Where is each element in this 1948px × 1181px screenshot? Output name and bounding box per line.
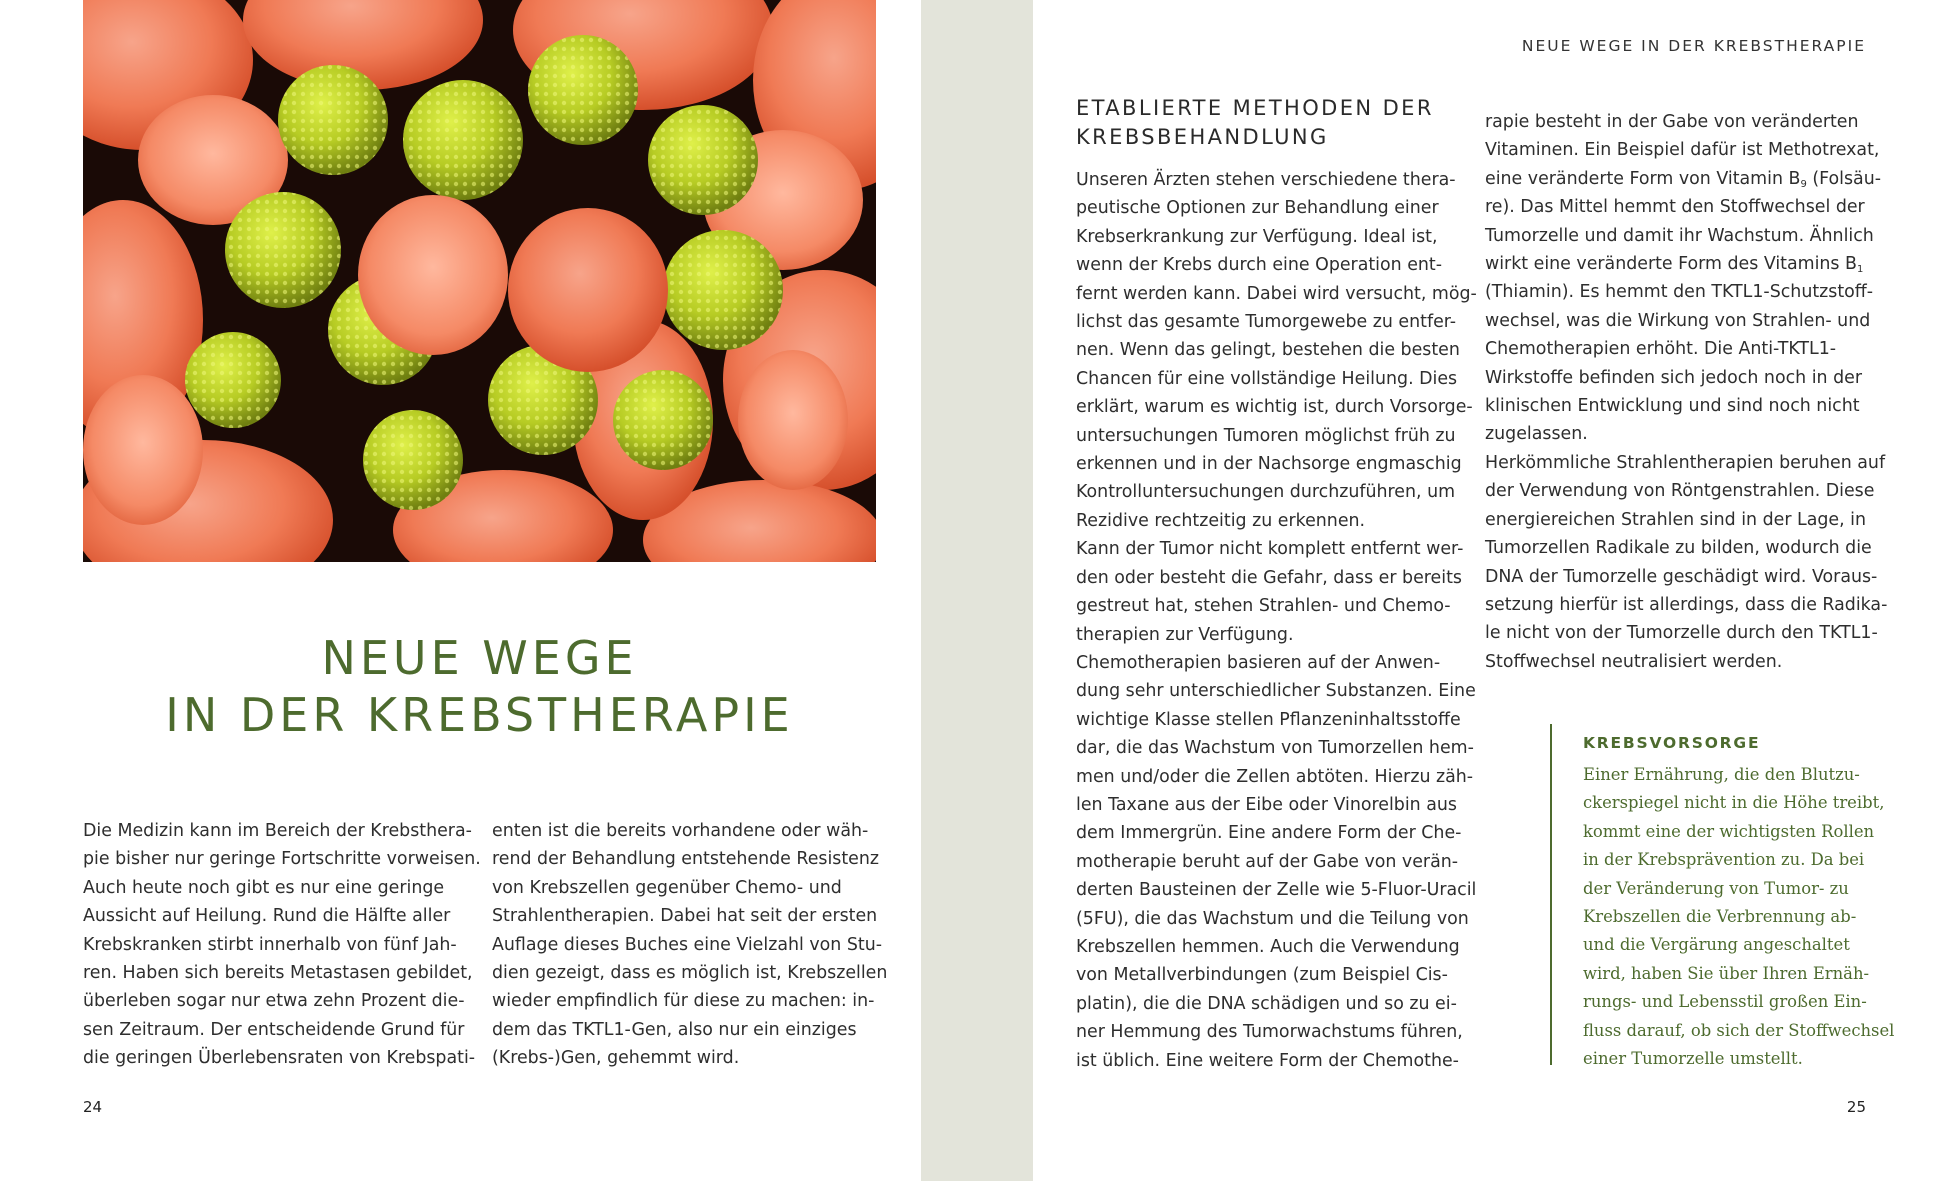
sidebar-line: rungs- und Lebensstil großen Ein-	[1583, 992, 1867, 1012]
text-line: derten Bausteinen der Zelle wie 5-Fluor-Uracil	[1076, 880, 1477, 901]
text-line: Chemotherapien basieren auf der Anwen-	[1076, 652, 1441, 673]
text-line: dem Immergrün. Eine andere Form der Che-	[1076, 823, 1462, 844]
sidebar-line: Einer Ernährung, die den Blutzu-	[1583, 765, 1860, 784]
text-line	[1485, 165, 1880, 193]
text-line: überleben sogar nur etwa zehn Prozent die-	[83, 991, 465, 1012]
text-segment: eine veränderte Form von Vitamin B	[1485, 168, 1801, 189]
text-line: Kontrolluntersuchungen durchzuführen, um	[1076, 482, 1456, 503]
text-line: Strahlentherapien. Dabei hat seit der ersten	[492, 906, 878, 927]
section-heading	[1076, 94, 1456, 152]
subscript: 9	[1800, 178, 1807, 190]
text-line: Tumorzelle und damit ihr Wachstum. Ähnlich	[1485, 225, 1874, 246]
text-line: (Thiamin). Es hemmt den TKTL1-Schutzstoff-	[1485, 282, 1874, 303]
text-line: gestreut hat, stehen Strahlen- und Chemo-	[1076, 596, 1451, 617]
text-line	[1485, 250, 1880, 278]
text-line: wichtige Klasse stellen Pflanzeninhaltsstoffe	[1076, 709, 1461, 730]
left-body-column-2	[492, 817, 888, 1073]
text-line: therapien zur Verfügung.	[1076, 624, 1294, 645]
text-line: die geringen Überlebensraten von Krebspati-	[83, 1048, 476, 1069]
text-line: rapie besteht in der Gabe von veränderten	[1485, 112, 1859, 132]
text-line: setzung hierfür ist allerdings, dass die Radika-	[1485, 594, 1888, 615]
sidebar-line: Krebszellen die Verbrennung ab-	[1583, 907, 1857, 927]
section-heading-line: ETABLIERTE METHODEN DER	[1076, 96, 1434, 120]
text-line: Unseren Ärzten stehen verschiedene thera-	[1076, 170, 1456, 190]
text-line: fernt werden kann. Dabei wird versucht, mög-	[1076, 283, 1477, 304]
text-line: Krebskranken stirbt innerhalb von fünf Jah-	[83, 934, 457, 955]
sidebar-line: wird, haben Sie über Ihren Ernäh-	[1583, 963, 1870, 983]
text-line: dem das TKTL1-Gen, also nur ein einziges	[492, 1019, 857, 1040]
text-line: nen. Wenn das gelingt, bestehen die besten	[1076, 340, 1460, 361]
text-line: Rezidive rechtzeitig zu erkennen.	[1076, 510, 1366, 531]
text-line: Krebszellen hemmen. Auch die Verwendung	[1076, 936, 1460, 957]
cell-micrograph-image	[83, 0, 876, 562]
sidebar-text	[1583, 761, 1903, 1073]
right-body-column-2	[1485, 108, 1888, 676]
sidebar-line: fluss darauf, ob sich der Stoffwechsel	[1583, 1020, 1895, 1040]
sidebar-line: und die Vergärung angeschaltet	[1583, 935, 1850, 955]
text-line: motherapie beruht auf der Gabe von verän-	[1076, 851, 1459, 872]
text-line: Wirkstoffe befinden sich jedoch noch in der	[1485, 367, 1862, 388]
text-line: lichst das gesamte Tumorgewebe zu entfer-	[1076, 312, 1457, 333]
micrograph-illustration	[83, 0, 876, 562]
text-line: re). Das Mittel hemmt den Stoffwechsel der	[1485, 197, 1865, 218]
text-line: Aussicht auf Heilung. Rund die Hälfte aller	[83, 906, 451, 927]
text-line: wieder empfindlich für diese zu machen: in-	[492, 991, 875, 1012]
sidebar-heading: KREBSVORSORGE	[1583, 734, 1761, 752]
book-gutter	[921, 0, 1033, 1181]
text-line: erkennen und in der Nachsorge engmaschig	[1076, 454, 1462, 475]
text-line: untersuchungen Tumoren möglichst früh zu	[1076, 425, 1456, 446]
text-line: wechsel, was die Wirkung von Strahlen- und	[1485, 310, 1871, 331]
text-line: von Metallverbindungen (zum Beispiel Cis-	[1076, 965, 1448, 986]
text-line: Tumorzellen Radikale zu bilden, wodurch die	[1485, 538, 1872, 559]
text-line: peutische Optionen zur Behandlung einer	[1076, 198, 1439, 219]
text-line: le nicht von der Tumorzelle durch den TKTL1-	[1485, 623, 1878, 644]
text-line: zugelassen.	[1485, 424, 1588, 445]
section-heading-line: KREBSBEHANDLUNG	[1076, 125, 1329, 149]
text-line: Chancen für eine vollständige Heilung. Dies	[1076, 368, 1458, 389]
text-line: dar, die das Wachstum von Tumorzellen hem-	[1076, 738, 1474, 759]
text-line: Stoffwechsel neutralisiert werden.	[1485, 651, 1783, 672]
page-number-left: 24	[83, 1098, 103, 1116]
sidebar-rule	[1550, 724, 1552, 1065]
chapter-title-line: IN DER KREBSTHERAPIE	[165, 688, 794, 742]
text-line: den oder besteht die Gefahr, dass er bereits	[1076, 567, 1462, 588]
text-line: Krebserkrankung zur Verfügung. Ideal ist,	[1076, 226, 1438, 247]
text-segment: (Folsäu-	[1806, 168, 1881, 189]
running-header: NEUE WEGE IN DER KREBSTHERAPIE	[1521, 37, 1866, 55]
text-line: erklärt, warum es wichtig ist, durch Vorsorge-	[1076, 397, 1473, 418]
text-line: men und/oder die Zellen abtöten. Hierzu zäh-	[1076, 766, 1474, 787]
text-line: klinischen Entwicklung und sind noch nicht	[1485, 396, 1860, 417]
text-line: Chemotherapien erhöht. Die Anti-TKTL1-	[1485, 339, 1837, 360]
text-line: (5FU), die das Wachstum und die Teilung von	[1076, 908, 1469, 929]
text-line: Auflage dieses Buches eine Vielzahl von Stu-	[492, 934, 882, 955]
text-line: wenn der Krebs durch eine Operation ent-	[1076, 255, 1443, 276]
sidebar-line: der Veränderung von Tumor- zu	[1583, 878, 1849, 898]
text-line: sen Zeitraum. Der entscheidende Grund für	[83, 1019, 465, 1040]
chapter-title	[83, 630, 876, 744]
sidebar-line: ckerspiegel nicht in die Höhe treibt,	[1583, 793, 1885, 813]
text-line: Herkömmliche Strahlentherapien beruhen auf	[1485, 452, 1886, 473]
text-line: (Krebs-)Gen, gehemmt wird.	[492, 1048, 740, 1069]
text-line: dung sehr unterschiedlicher Substanzen. Eine	[1076, 681, 1476, 702]
text-line: ren. Haben sich bereits Metastasen gebildet,	[83, 963, 473, 984]
text-segment: wirkt eine veränderte Form des Vitamins B	[1485, 254, 1857, 275]
sidebar-line: kommt eine der wichtigsten Rollen	[1583, 821, 1875, 841]
sidebar-line: einer Tumorzelle umstellt.	[1583, 1049, 1803, 1069]
text-line: energiereichen Strahlen sind in der Lage, in	[1485, 509, 1867, 530]
left-body-column-1	[83, 817, 481, 1073]
text-line: ist üblich. Eine weitere Form der Chemothe-	[1076, 1050, 1459, 1071]
text-line: der Verwendung von Röntgenstrahlen. Diese	[1485, 481, 1875, 502]
text-line: enten ist die bereits vorhandene oder wäh-	[492, 821, 869, 841]
text-line: platin), die die DNA schädigen und so zu ei-	[1076, 993, 1457, 1014]
text-line: Kann der Tumor nicht komplett entfernt wer-	[1076, 539, 1464, 560]
text-line: DNA der Tumorzelle geschädigt wird. Voraus-	[1485, 566, 1878, 587]
text-line: ner Hemmung des Tumorwachstums führen,	[1076, 1022, 1463, 1043]
page-number-right: 25	[1846, 1098, 1866, 1116]
text-line: von Krebszellen gegenüber Chemo- und	[492, 877, 842, 898]
text-line: pie bisher nur geringe Fortschritte vorweisen.	[83, 849, 481, 870]
text-line: Auch heute noch gibt es nur eine geringe	[83, 877, 445, 898]
text-line: rend der Behandlung entstehende Resistenz	[492, 849, 880, 870]
text-line: len Taxane aus der Eibe oder Vinorelbin aus	[1076, 794, 1457, 815]
text-line: Die Medizin kann im Bereich der Krebsthera-	[83, 821, 472, 841]
right-body-column-1	[1076, 166, 1477, 1075]
text-line: Vitaminen. Ein Beispiel dafür ist Methotrexat,	[1485, 140, 1880, 161]
sidebar-line: in der Krebsprävention zu. Da bei	[1583, 850, 1865, 870]
chapter-title-line: NEUE WEGE	[321, 631, 638, 685]
subscript: 1	[1856, 264, 1864, 276]
text-line: dien gezeigt, dass es möglich ist, Krebszellen	[492, 963, 888, 984]
